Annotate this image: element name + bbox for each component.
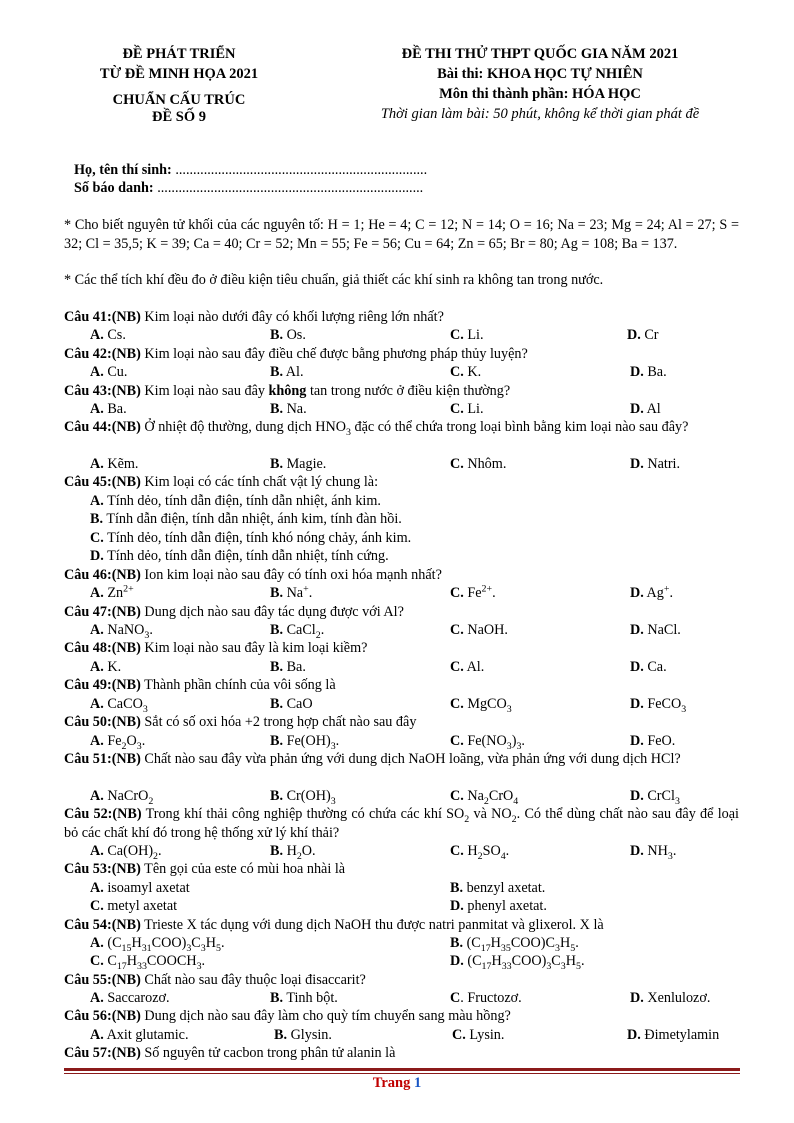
- option-b: B. $(C_{17}H_{35}COO)C_3H_5$.: [450, 935, 579, 954]
- question-50: Câu 50:(NB) Sắt có số oxi hóa +2 trong hợp chất nào sau đây: [64, 714, 417, 730]
- option-c: C. Al.: [450, 659, 485, 675]
- option-d: D. $NH_3$.: [630, 843, 677, 862]
- header-left-line2: TỪ ĐỀ MINH HỌA 2021: [99, 66, 259, 82]
- option-a: A. $Fe_2O_3$.: [90, 733, 146, 752]
- exam-subject: Môn thi thành phần: HÓA HỌC: [439, 86, 641, 102]
- option-c: C. Nhôm.: [450, 456, 507, 472]
- option-a: A. isoamyl axetat: [90, 880, 190, 896]
- option-c: C. $C_{17}H_{33}COOCH_3$.: [90, 953, 206, 972]
- student-id-dots: ...........................................................................: [157, 180, 424, 196]
- question-44: Câu 44:(NB) Ở nhiệt độ thường, dung dịch $HNO_3$ đặc có thể chứa trong loại bình bằng kim loại nào sau đây?: [64, 419, 689, 438]
- option-d: D. Tính dẻo, tính dẫn điện, tính dẫn nhiệt, tính cứng.: [90, 548, 389, 564]
- option-c: C. $Fe^{2+}$.: [450, 583, 496, 601]
- option-b: B. CaCl$_2$.: [270, 622, 325, 641]
- option-a: A. Axit glutamic.: [90, 1027, 189, 1043]
- option-d: D. Natri.: [630, 456, 681, 472]
- question-42: Câu 42:(NB) Kim loại nào sau đây điều chế được bằng phương pháp thủy luyện?: [64, 346, 528, 362]
- header-left: [64, 44, 294, 127]
- option-a: A. Tính dẻo, tính dẫn điện, tính dẫn nhiệt, ánh kim.: [90, 493, 381, 509]
- student-name-label: Họ, tên thí sinh:: [74, 162, 172, 178]
- option-d: D. $(C_{17}H_{33}COO)_3C_3H_5$.: [450, 953, 585, 972]
- footer-divider: [64, 1068, 740, 1071]
- question-51: Câu 51:(NB) Chất nào sau đây vừa phản ứng với dung dịch NaOH loãng, vừa phản ứng với dung dịch HCl?: [64, 751, 681, 767]
- option-b: B. CaO: [270, 696, 313, 712]
- option-d: D. Ba.: [630, 364, 667, 380]
- student-id-label: Số báo danh:: [74, 180, 154, 196]
- header-left-line3: CHUẨN CẤU TRÚC: [112, 92, 246, 108]
- question-43: Câu 43:(NB) Kim loại nào sau đây không tan trong nước ở điều kiện thường?: [64, 383, 511, 399]
- option-d: D. phenyl axetat.: [450, 898, 547, 914]
- option-c: C. K.: [450, 364, 482, 380]
- option-b: B. Tính dẫn điện, tính dẫn nhiệt, ánh kim, tính đàn hồi.: [90, 511, 402, 527]
- option-d: D. Cr: [627, 327, 659, 343]
- option-b: B. Tinh bột.: [270, 990, 338, 1006]
- option-b: B. Glysin.: [274, 1027, 332, 1043]
- option-a: A. NaCrO$_2$: [90, 788, 154, 807]
- option-b: B. benzyl axetat.: [450, 880, 546, 896]
- option-b: B. $Cr(OH)_3$: [270, 788, 336, 807]
- student-id-row: [74, 180, 423, 197]
- question-54: Câu 54:(NB) Trieste X tác dụng với dung dịch NaOH thu được natri panmitat và glixerol. X là: [64, 917, 604, 933]
- gas-volume-note: * Các thể tích khí đều đo ở điều kiện tiêu chuẩn, giả thiết các khí sinh ra không tan trong nước.: [64, 272, 604, 288]
- student-name-dots: .......................................................................: [175, 162, 428, 178]
- option-a: A. $Ca(OH)_2$.: [90, 843, 162, 862]
- question-47: Câu 47:(NB) Dung dịch nào sau đây tác dụng được với Al?: [64, 604, 404, 620]
- page-number: [0, 1075, 794, 1092]
- header-left-line4: ĐỀ SỐ 9: [152, 109, 206, 125]
- header-right: [330, 44, 750, 124]
- footer-divider-thin: [64, 1073, 740, 1074]
- option-d: D. Al: [630, 401, 661, 417]
- option-b: B. Na+.: [270, 583, 313, 601]
- atomic-mass-note: * Cho biết nguyên tử khối của các nguyên tố: H = 1; He = 4; C = 12; N = 14; O = 16; Na = 23; Mg = 24; Al = 27; S = 32; Cl = 35,5; K = 39; Ca = 40; Cr = 52; Mn = 55; Fe = 56; Cu = 64; Zn = 65; Br = 80; Ag = 108; Ba = 137.: [64, 217, 739, 252]
- exam-title: ĐỀ THI THỬ THPT QUỐC GIA NĂM 2021: [401, 46, 679, 62]
- option-a: A. $Zn^{2+}$: [90, 583, 134, 601]
- option-a: A. Ba.: [90, 401, 127, 417]
- page-num: 1: [413, 1075, 422, 1091]
- student-name-row: [74, 162, 427, 179]
- question-46: Câu 46:(NB) Ion kim loại nào sau đây có tính oxi hóa mạnh nhất?: [64, 567, 442, 583]
- option-a: A. NaNO$_3$.: [90, 622, 153, 641]
- option-b: B. Magie.: [270, 456, 327, 472]
- option-a: A. Kẽm.: [90, 456, 139, 472]
- option-a: A. Cs.: [90, 327, 126, 343]
- option-c: C. Li.: [450, 327, 484, 343]
- option-a: A. Saccarozơ.: [90, 990, 170, 1006]
- option-c: C. $Na_2CrO_4$: [450, 788, 519, 807]
- option-d: D. Ca.: [630, 659, 667, 675]
- option-a: A. $(C_{15}H_{31}COO)_3C_3H_5$.: [90, 935, 225, 954]
- question-49: Câu 49:(NB) Thành phần chính của vôi sống là: [64, 677, 336, 693]
- option-b: B. Os.: [270, 327, 306, 343]
- option-b: B. Al.: [270, 364, 304, 380]
- option-c: C. Lysin.: [452, 1027, 505, 1043]
- option-c: C. MgCO$_3$: [450, 696, 512, 715]
- option-d: D. FeCO$_3$: [630, 696, 687, 715]
- question-45: Câu 45:(NB) Kim loại có các tính chất vật lý chung là:: [64, 474, 379, 490]
- option-a: A. Cu.: [90, 364, 128, 380]
- option-d: D. FeO.: [630, 733, 676, 749]
- option-a: A. CaCO$_3$: [90, 696, 148, 715]
- option-d: D. Xenlulozơ.: [630, 990, 711, 1006]
- question-57: Câu 57:(NB) Số nguyên tử cacbon trong phân tử alanin là: [64, 1045, 396, 1061]
- option-b: B. $Fe(OH)_3$.: [270, 733, 340, 752]
- option-c: C. Tính dẻo, tính dẫn điện, tính khó nóng chảy, ánh kim.: [90, 530, 412, 546]
- option-b: B. Ba.: [270, 659, 306, 675]
- option-a: A. K.: [90, 659, 122, 675]
- question-label: Câu 41:(NB): [64, 309, 141, 325]
- option-c: C. $Fe(NO_3)_3$.: [450, 733, 525, 752]
- question-55: Câu 55:(NB) Chất nào sau đây thuộc loại đisaccarit?: [64, 972, 366, 988]
- option-c: C. Fructozơ.: [450, 990, 522, 1006]
- option-c: C. NaOH.: [450, 622, 508, 638]
- question-53: Câu 53:(NB) Tên gọi của este có mùi hoa nhài là: [64, 861, 346, 877]
- page-word: Trang: [372, 1075, 411, 1091]
- question-text: Kim loại nào dưới đây có khối lượng riêng lớn nhất?: [140, 309, 444, 325]
- header-left-line1: ĐỀ PHÁT TRIỂN: [122, 46, 236, 62]
- option-c: C. Li.: [450, 401, 484, 417]
- exam-subject-group: Bài thi: KHOA HỌC TỰ NHIÊN: [437, 66, 643, 82]
- question-41: [64, 308, 739, 327]
- question-48: Câu 48:(NB) Kim loại nào sau đây là kim loại kiềm?: [64, 640, 368, 656]
- exam-duration: Thời gian làm bài: 50 phút, không kể thời gian phát đề: [380, 106, 700, 122]
- option-c: C. metyl axetat: [90, 898, 178, 914]
- option-d: D. NaCl.: [630, 622, 681, 638]
- option-c: C. $H_2SO_4$.: [450, 843, 510, 862]
- option-d: D. Ag+.: [630, 583, 674, 601]
- question-52: Câu 52:(NB) Trong khí thải công nghiệp thường có chứa các khí $SO_2$ và $NO_2$. Có thể dùng chất nào sau đây để loại bỏ các chất khí đó trong hệ thống xử lý khí thải?: [64, 806, 739, 841]
- option-b: B. Na.: [270, 401, 307, 417]
- option-d: D. Đimetylamin: [627, 1027, 720, 1043]
- question-56: Câu 56:(NB) Dung dịch nào sau đây làm cho quỳ tím chuyển sang màu hồng?: [64, 1008, 511, 1024]
- option-b: B. $H_2O$.: [270, 843, 316, 862]
- option-d: D. CrCl$_3$: [630, 788, 680, 807]
